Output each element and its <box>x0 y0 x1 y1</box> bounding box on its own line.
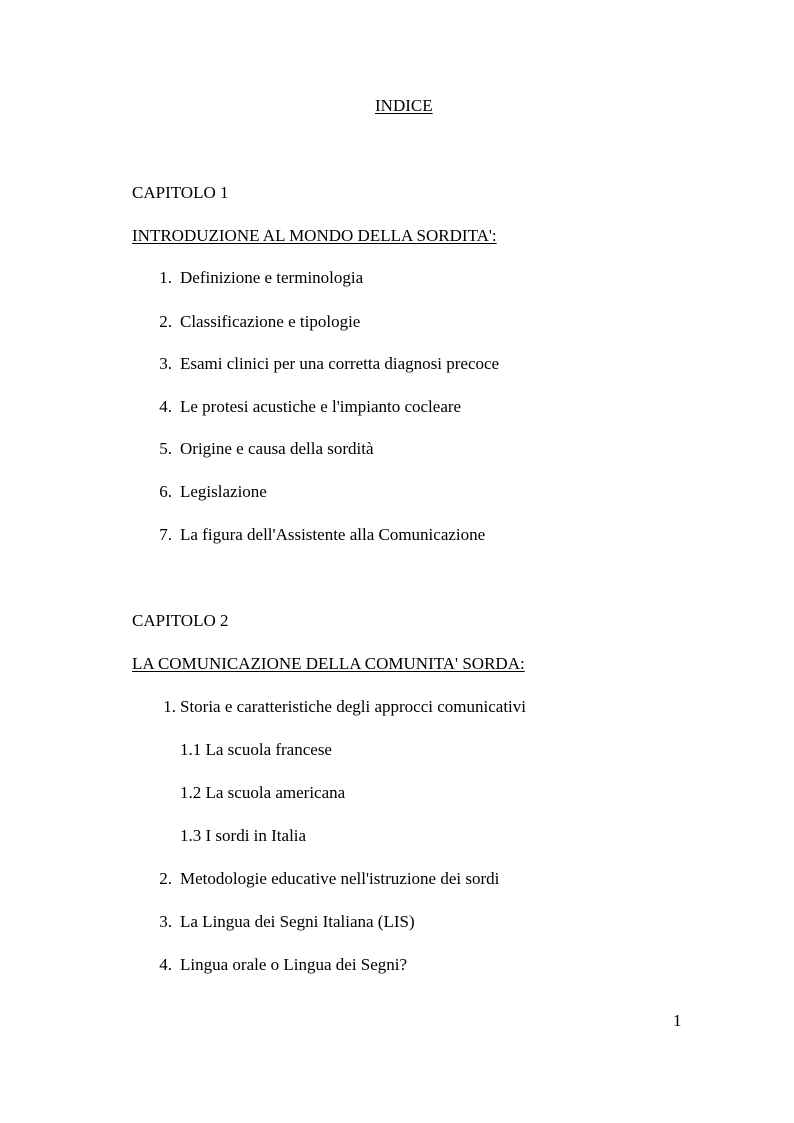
list-item-number: 2. <box>159 312 172 331</box>
list-item-text: La figura dell'Assistente alla Comunicazione <box>180 525 486 544</box>
sub-list-item: 1.3 I sordi in Italia <box>180 826 307 845</box>
list-item-text: La Lingua dei Segni Italiana (LIS) <box>180 912 415 931</box>
list-item-number: 1. <box>163 697 176 716</box>
sub-list-item: 1.1 La scuola francese <box>180 740 332 759</box>
list-item-text: Classificazione e tipologie <box>180 312 361 331</box>
list-item-number: 4. <box>159 955 172 974</box>
list-item-text: Lingua orale o Lingua dei Segni? <box>180 955 408 974</box>
list-item-text: Esami clinici per una corretta diagnosi precoce <box>180 354 500 373</box>
list-item-number: 4. <box>159 397 172 416</box>
list-item-text: Metodologie educative nell'istruzione dei sordi <box>180 869 500 888</box>
list-item-number: 2. <box>159 869 172 888</box>
list-item-text: Legislazione <box>180 482 267 501</box>
sub-list-item: 1.2 La scuola americana <box>180 783 346 802</box>
list-item-text: Le protesi acustiche e l'impianto cocleare <box>180 397 462 416</box>
list-item-number: 7. <box>159 525 172 544</box>
list-item-number: 5. <box>159 439 172 458</box>
chapter-1-label: CAPITOLO 1 <box>132 183 229 202</box>
chapter-2-heading: LA COMUNICAZIONE DELLA COMUNITA' SORDA: <box>132 654 525 673</box>
list-item-number: 3. <box>159 912 172 931</box>
list-item-number: 1. <box>159 268 172 287</box>
list-item-text: Storia e caratteristiche degli approcci comunicativi <box>180 697 526 716</box>
list-item-number: 6. <box>159 482 172 501</box>
page-number: 1 <box>673 1011 682 1030</box>
list-item-number: 3. <box>159 354 172 373</box>
chapter-2-label: CAPITOLO 2 <box>132 611 229 630</box>
chapter-1-heading: INTRODUZIONE AL MONDO DELLA SORDITA': <box>132 226 497 245</box>
list-item-text: Origine e causa della sordità <box>180 439 374 458</box>
page-title: INDICE <box>375 96 433 115</box>
list-item-text: Definizione e terminologia <box>180 268 364 287</box>
